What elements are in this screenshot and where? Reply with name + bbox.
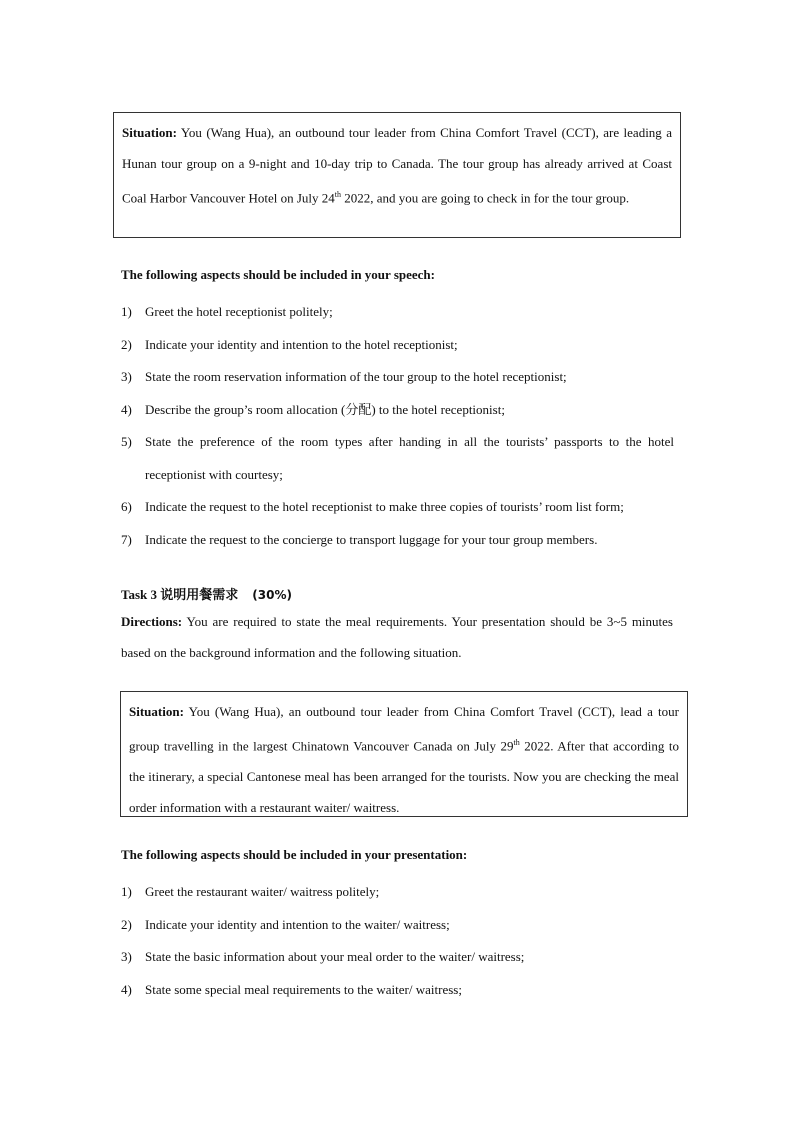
list-item bbox=[121, 394, 674, 427]
list-item-number: 2) bbox=[121, 336, 132, 352]
aspects-speech-list bbox=[121, 296, 674, 556]
list-item-text: State some special meal requirements to the waiter/ waitress; bbox=[145, 981, 462, 997]
superscript-th: th bbox=[513, 738, 520, 747]
aspects-presentation-heading: The following aspects should be included in your presentation: bbox=[121, 847, 468, 862]
task3-directions bbox=[121, 606, 673, 668]
list-item-number: 7) bbox=[121, 531, 132, 547]
directions-text: You are required to state the meal requirements. Your presentation should be 3~5 minutes based on the background information and the following situation. bbox=[121, 614, 673, 660]
list-item bbox=[121, 361, 674, 394]
list-item-text: Indicate the request to the hotel receptionist to make three copies of tourists’ room list form; bbox=[145, 499, 624, 514]
aspects-presentation-list bbox=[121, 876, 674, 1006]
list-item bbox=[121, 524, 674, 557]
list-item bbox=[121, 909, 674, 942]
situation-text-part1: You (Wang Hua), an outbound tour leader from China Comfort Travel (CCT), lead a tour group travelling in the largest Chinatown Vancouver Canada on July 29 bbox=[129, 704, 679, 754]
list-item bbox=[121, 296, 674, 329]
list-item-text: Greet the hotel receptionist politely; bbox=[145, 304, 333, 319]
situation-text-part1: You (Wang Hua), an outbound tour leader from China Comfort Travel (CCT), are leading a Hunan tour group on a 9-night and 10-day trip to Canada. The tour group has already arrived at Coast Coal Harbor Vancouver Hotel on July 24 bbox=[122, 125, 672, 206]
list-item bbox=[121, 974, 674, 1007]
list-item-number: 4) bbox=[121, 401, 132, 417]
situation-box-1 bbox=[113, 112, 681, 238]
list-item-number: 2) bbox=[121, 916, 132, 932]
list-item bbox=[121, 329, 674, 362]
situation-label: Situation: bbox=[122, 125, 177, 140]
list-item-number: 1) bbox=[121, 884, 132, 899]
list-item bbox=[121, 941, 674, 974]
list-item-number: 4) bbox=[121, 981, 132, 997]
situation-paragraph-1 bbox=[122, 117, 672, 213]
list-item bbox=[121, 491, 674, 524]
aspects-speech-heading: The following aspects should be included in your speech: bbox=[121, 267, 435, 282]
task3-percent: (30%) bbox=[252, 588, 292, 602]
situation-label: Situation: bbox=[129, 704, 184, 719]
list-item-text: Describe the group’s room allocation (分配) to the hotel receptionist; bbox=[145, 401, 505, 417]
list-item-text: Indicate the request to the concierge to transport luggage for your tour group members. bbox=[145, 531, 598, 547]
situation-text-part2: 2022, and you are going to check in for the tour group. bbox=[341, 190, 630, 206]
situation-paragraph-2 bbox=[129, 696, 679, 823]
list-item-text: Indicate your identity and intention to the waiter/ waitress; bbox=[145, 916, 450, 932]
task3-title bbox=[121, 587, 292, 603]
list-item-text: State the basic information about your meal order to the waiter/ waitress; bbox=[145, 949, 525, 964]
superscript-th: th bbox=[334, 190, 342, 199]
situation-box-2 bbox=[120, 691, 688, 817]
list-item-number: 1) bbox=[121, 304, 132, 319]
list-item-text: Indicate your identity and intention to the hotel receptionist; bbox=[145, 336, 458, 352]
list-item-number: 6) bbox=[121, 499, 132, 514]
list-item-number: 5) bbox=[121, 434, 132, 449]
situation-text-part2: 2022. After that according to the itinerary, a special Cantonese meal has been arranged for the tourists. Now you are checking the meal order information with a restaurant waiter/ waitress. bbox=[129, 738, 679, 816]
task3-title-text: Task 3 说明用餐需求 bbox=[121, 587, 239, 602]
list-item-number: 3) bbox=[121, 369, 132, 384]
directions-label: Directions: bbox=[121, 614, 183, 629]
list-item bbox=[121, 426, 674, 491]
list-item-text: State the preference of the room types after handing in all the tourists’ passports to the hotel receptionist with courtesy; bbox=[145, 434, 674, 482]
list-item-text: State the room reservation information of the tour group to the hotel receptionist; bbox=[145, 369, 567, 384]
list-item-number: 3) bbox=[121, 949, 132, 964]
list-item-text: Greet the restaurant waiter/ waitress politely; bbox=[145, 884, 380, 899]
list-item bbox=[121, 876, 674, 909]
